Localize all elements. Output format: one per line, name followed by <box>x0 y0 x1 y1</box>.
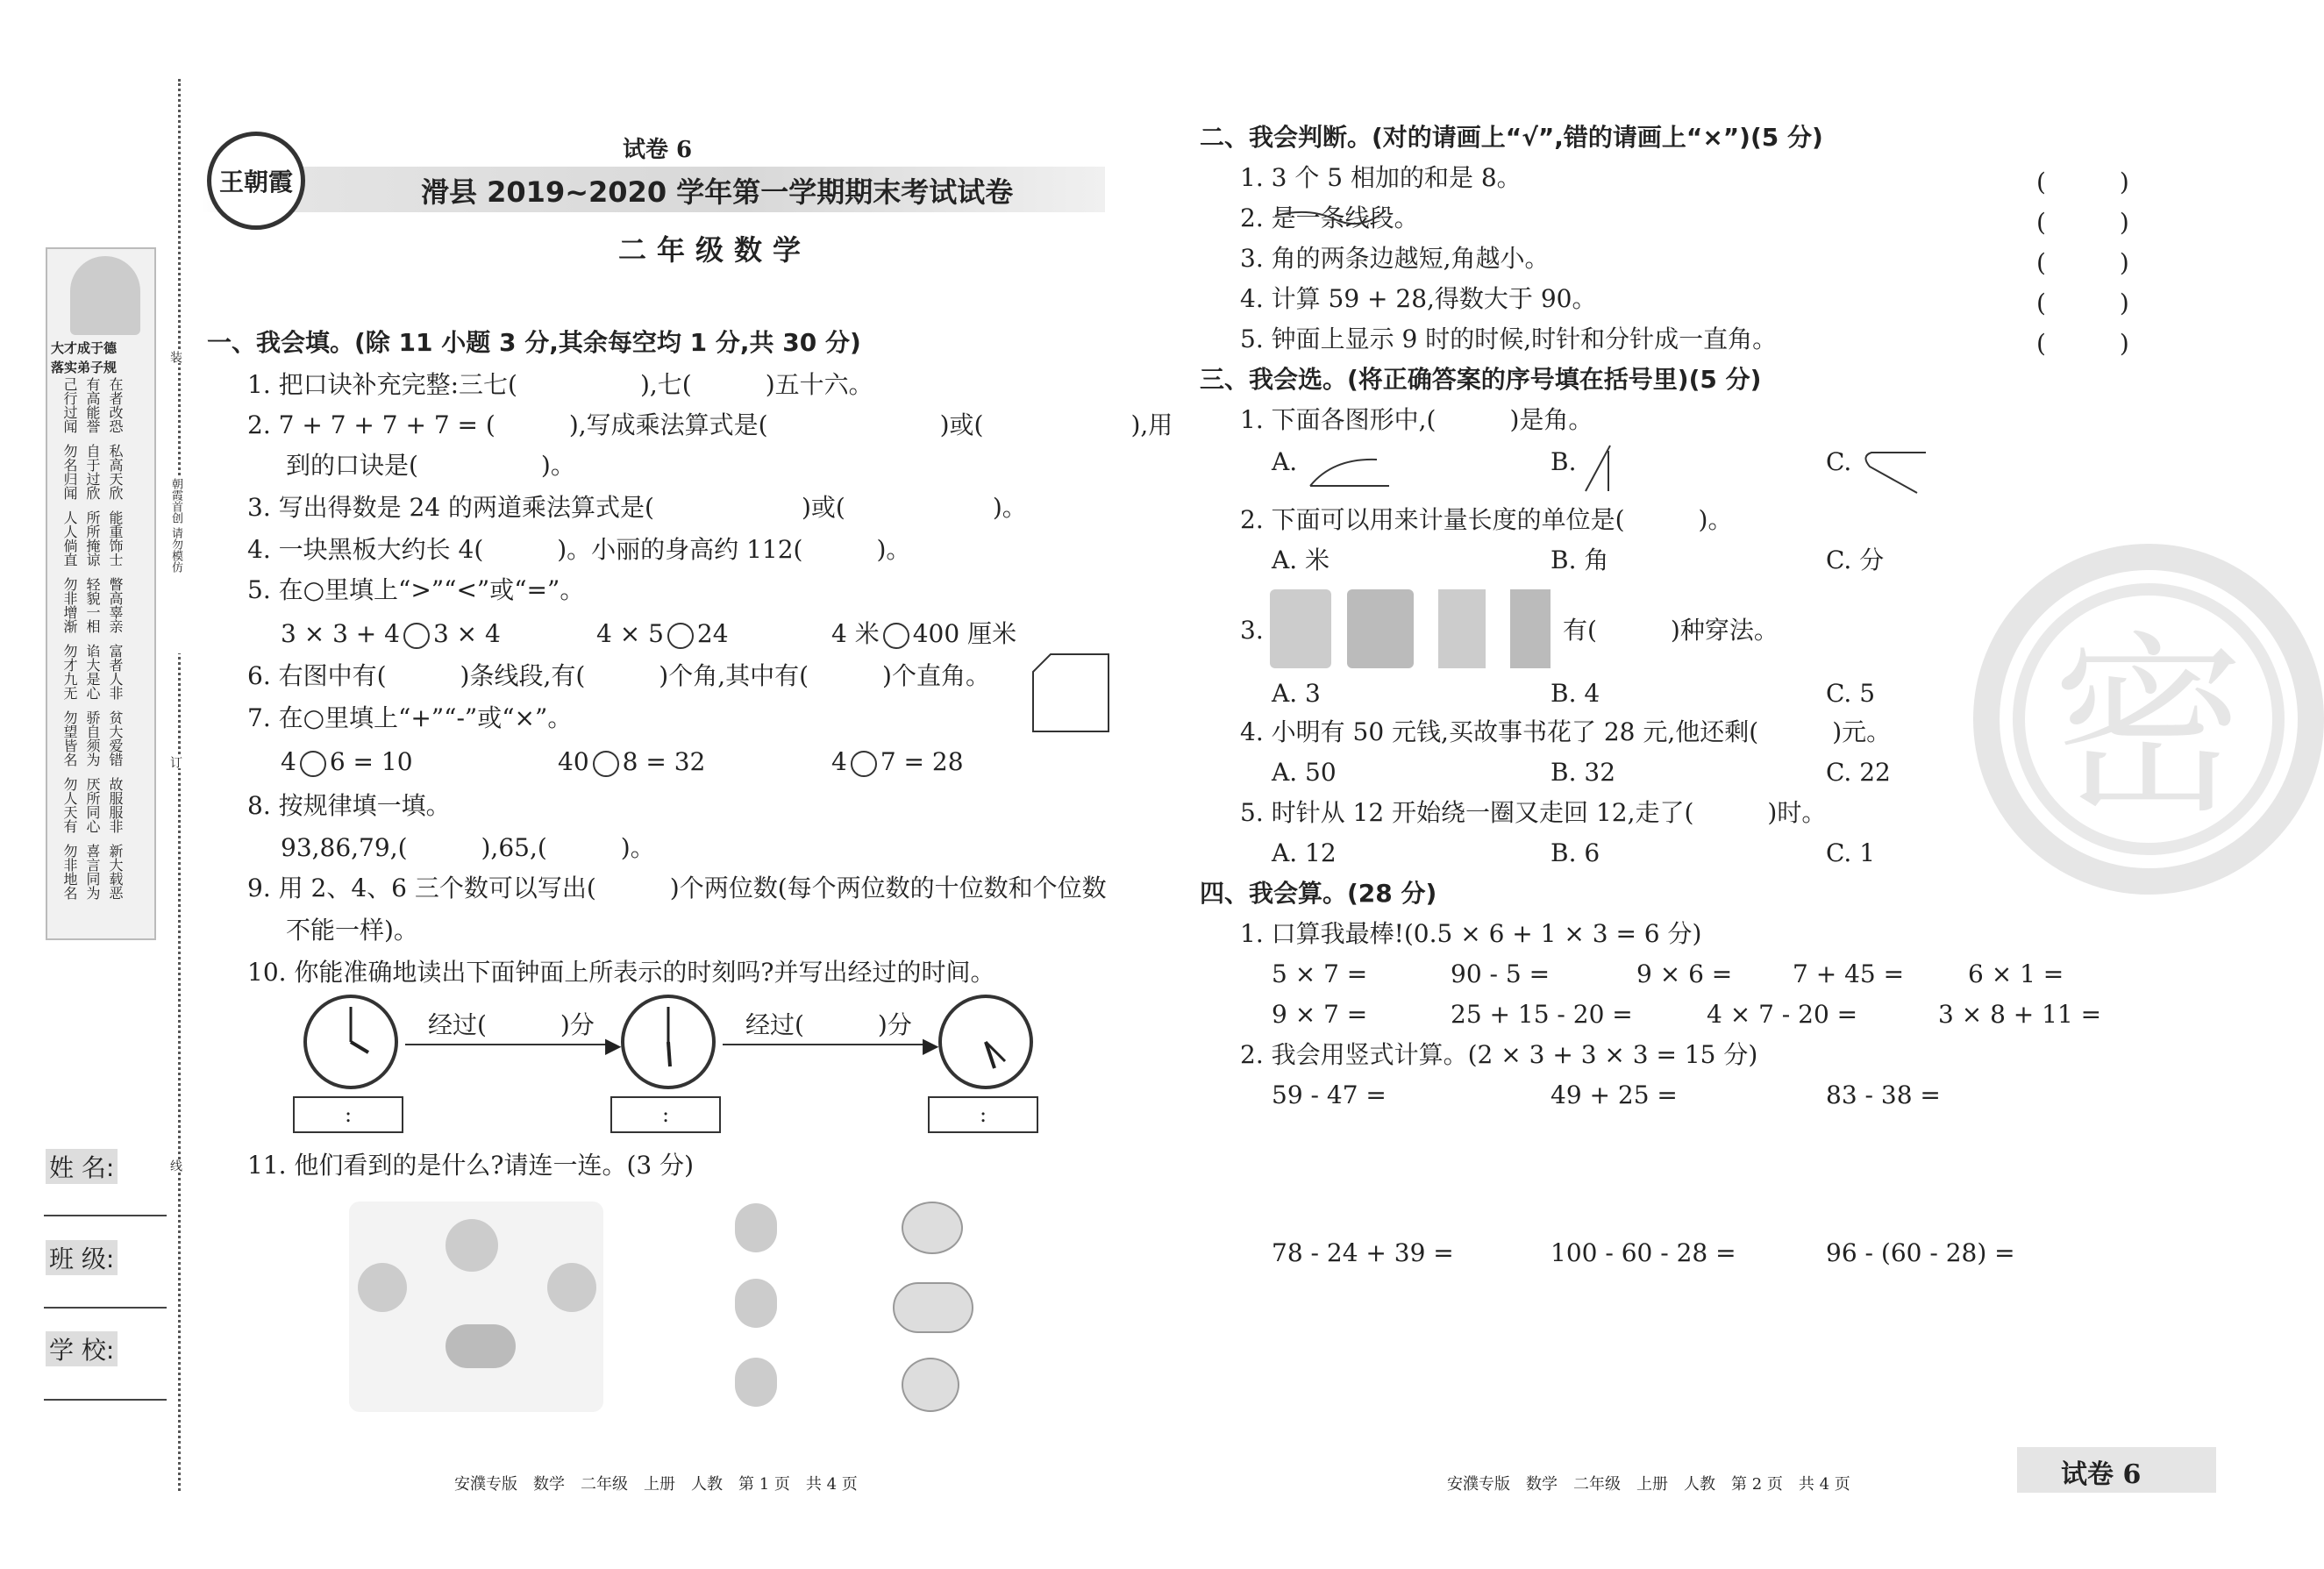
footer-left: 安濮专版 数学 二年级 上册 人教 第 1 页 共 4 页 <box>454 1475 858 1494</box>
option-a[interactable]: A. 12 <box>1272 838 1337 867</box>
motto-column: 所所掩谅 <box>84 510 101 567</box>
time-answer-box-3[interactable]: : <box>928 1096 1038 1133</box>
question-1-1: 1. 把口诀补充完整:三七( ),七( )五十六。 <box>247 370 873 399</box>
clock-face-2 <box>621 995 716 1089</box>
compare-left: 3 × 3 + 4 <box>281 619 400 648</box>
trousers-image-2 <box>1510 589 1551 668</box>
vertical-calc: 59 - 47 = <box>1272 1080 1387 1109</box>
mental-calc: 25 + 15 - 20 = <box>1451 1000 1633 1029</box>
binding-cut-line <box>178 79 181 1491</box>
mental-calc: 7 + 45 = <box>1793 959 1905 988</box>
paper-tag: 试卷 6 <box>2061 1459 2142 1490</box>
question-1-10: 10. 你能准确地读出下面钟面上所表示的时刻吗?并写出经过的时间。 <box>247 958 995 987</box>
school-label: 学 校: <box>46 1331 118 1366</box>
motto-column: 勿人天有 <box>61 777 78 833</box>
judge-item-1: 1. 3 个 5 相加的和是 8。 <box>1240 163 1522 192</box>
answer-circle[interactable] <box>300 751 326 777</box>
question-1-8: 8. 按规律填一填。 <box>247 791 451 820</box>
choice-question-4: 4. 小明有 50 元钱,买故事书花了 28 元,他还剩( )元。 <box>1240 717 1892 746</box>
school-field[interactable] <box>44 1399 167 1401</box>
footer-right: 安濮专版 数学 二年级 上册 人教 第 2 页 共 4 页 <box>1447 1475 1850 1494</box>
motto-column: 己行过闻 <box>61 377 78 433</box>
answer-circle[interactable] <box>593 751 619 777</box>
arrow-right-icon: ▶ <box>923 1033 939 1058</box>
operand-left: 4 <box>831 747 847 776</box>
clock-hands-icon <box>624 998 712 1086</box>
question-1-4: 4. 一块黑板大约长 4( )。小丽的身高约 112( )。 <box>247 535 911 564</box>
compare-right: 24 <box>696 619 729 648</box>
motto-column: 人人倘直 <box>61 510 78 567</box>
option-a[interactable]: A. 米 <box>1272 546 1330 574</box>
compare-right: 400 厘米 <box>912 619 1017 648</box>
name-field[interactable] <box>44 1215 167 1216</box>
motto-column: 瞥高辜亲 <box>107 577 124 633</box>
curved-angle-figure <box>1859 447 1929 496</box>
elapsed-time-1: 经过( )分 <box>428 1010 595 1039</box>
motto-column: 喜言同为 <box>84 844 101 900</box>
motto-column: 能重饰士 <box>107 510 124 567</box>
choice-question-5: 5. 时针从 12 开始绕一圈又走回 12,走了( )时。 <box>1240 798 1827 827</box>
time-answer-box-2[interactable]: : <box>610 1096 721 1133</box>
judge-item-5: 5. 钟面上显示 9 时的时候,时针和分针成一直角。 <box>1240 324 1778 353</box>
mental-calc: 3 × 8 + 11 = <box>1938 1000 2102 1029</box>
paper-number: 试卷 6 <box>623 137 693 163</box>
arrow-line <box>723 1044 931 1045</box>
sequence: 93,86,79,( ),65,( )。 <box>281 833 655 862</box>
motto-column: 新大载恶 <box>107 844 124 900</box>
question-1-9: 9. 用 2、4、6 三个数可以写出( )个两位数(每个两位数的十位数和个位数 <box>247 874 1107 902</box>
mascot-caption-1: 大才成于德 <box>51 340 118 356</box>
binding-tag-xian: 线 <box>163 1159 184 1172</box>
compare-item-a <box>281 619 501 649</box>
answer-circle[interactable] <box>403 623 430 649</box>
mascot-image <box>70 256 140 335</box>
mental-calc: 4 × 7 - 20 = <box>1707 1000 1858 1029</box>
jacket-image-1 <box>1270 589 1331 668</box>
vertical-calc: 96 - (60 - 28) = <box>1826 1238 2015 1267</box>
mental-calc: 9 × 7 = <box>1272 1000 1368 1029</box>
curve-figure <box>1273 205 1387 230</box>
pentagon-figure <box>1031 653 1112 735</box>
motto-column: 勿才九无 <box>61 644 78 700</box>
motto-column: 有高能誉 <box>84 377 101 433</box>
option-a[interactable]: A. 50 <box>1272 758 1337 787</box>
clock-hands-icon <box>307 998 395 1086</box>
compare-right: 3 × 4 <box>432 619 501 648</box>
mental-calc: 9 × 6 = <box>1636 959 1733 988</box>
section3-heading: 三、我会选。(将正确答案的序号填在括号里)(5 分) <box>1200 365 1762 394</box>
compare-item-b <box>596 619 729 649</box>
question-1-2: 2. 7 + 7 + 7 + 7 = ( ),写成乘法算式是( )或( ),用 <box>247 410 1173 439</box>
operand-left: 40 <box>558 747 589 776</box>
option-a[interactable]: A. 3 <box>1272 679 1321 708</box>
mascot-caption-2: 落实弟子规 <box>51 360 118 375</box>
operator-item-a <box>281 747 413 777</box>
binding-tag-ding: 订 <box>163 756 184 768</box>
vertical-calc: 83 - 38 = <box>1826 1080 1941 1109</box>
motto-column: 勿名归闻 <box>61 444 78 500</box>
compare-item-c <box>831 619 1016 649</box>
vertical-calc: 78 - 24 + 39 = <box>1272 1238 1454 1267</box>
mental-calc: 90 - 5 = <box>1451 959 1551 988</box>
compare-left: 4 × 5 <box>596 619 664 648</box>
answer-circle[interactable] <box>883 623 909 649</box>
time-answer-box-1[interactable]: : <box>293 1096 403 1133</box>
question-1-2-cont: 到的口诀是( )。 <box>286 451 575 480</box>
operand-right: 7 = 28 <box>880 747 964 776</box>
option-b[interactable]: B. <box>1551 447 1577 476</box>
vertical-calc: 100 - 60 - 28 = <box>1551 1238 1736 1267</box>
question-1-5: 5. 在○里填上“>”“<”或“=”。 <box>247 575 585 604</box>
mental-calc: 6 × 1 = <box>1968 959 2064 988</box>
choice-question-1: 1. 下面各图形中,( )是角。 <box>1240 405 1593 434</box>
motto-column: 贫大爱错 <box>107 710 124 767</box>
judge-item-4: 4. 计算 59 + 28,得数大于 90。 <box>1240 284 1597 313</box>
operand-right: 8 = 32 <box>622 747 706 776</box>
arc-shape-figure <box>1307 447 1394 491</box>
clock-face-1 <box>303 995 398 1089</box>
arrow-right-icon: ▶ <box>605 1033 622 1058</box>
option-b[interactable]: B. 角 <box>1551 546 1609 574</box>
operand-right: 6 = 10 <box>329 747 413 776</box>
trousers-image-1 <box>1438 589 1486 668</box>
clock-face-3 <box>938 995 1033 1089</box>
pig-side-view[interactable] <box>893 1282 973 1333</box>
option-c[interactable]: C. 22 <box>1826 758 1891 787</box>
motto-column: 谄大是心 <box>84 644 101 700</box>
question-1-3: 3. 写出得数是 24 的两道乘法算式是( )或( )。 <box>247 493 1027 522</box>
motto-column: 自于过欣 <box>84 444 101 500</box>
children-looking-at-pig-image <box>349 1202 603 1412</box>
motto-column: 厌所同心 <box>84 777 101 833</box>
answer-circle[interactable] <box>667 623 694 649</box>
answer-blank[interactable]: ( ) <box>2036 289 2129 317</box>
vertical-calc: 49 + 25 = <box>1551 1080 1678 1109</box>
option-b[interactable]: B. 6 <box>1551 838 1600 867</box>
subject-title: 二年级数学 <box>618 233 812 267</box>
question-1-11: 11. 他们看到的是什么?请连一连。(3 分) <box>247 1151 695 1180</box>
child-avatar-1[interactable] <box>735 1203 777 1252</box>
elapsed-time-2: 经过( )分 <box>745 1010 912 1039</box>
question-1-6: 6. 右图中有( )条线段,有( )个角,其中有( )个直角。 <box>247 661 990 690</box>
option-b[interactable]: B. 4 <box>1551 679 1600 708</box>
motto-column: 故服服非 <box>107 777 124 833</box>
motto-column: 骄自须为 <box>84 710 101 767</box>
choice-question-3-number: 3. <box>1240 616 1264 645</box>
motto-grid <box>56 377 144 910</box>
pig-front-view[interactable] <box>902 1202 963 1254</box>
motto-column: 勿非增渐 <box>61 577 78 633</box>
motto-column: 富者人非 <box>107 644 124 700</box>
clock-hands-icon <box>942 998 1030 1086</box>
publisher-logo: 王朝霞 <box>207 132 305 230</box>
option-a[interactable]: A. <box>1272 447 1298 476</box>
section4-heading: 四、我会算。(28 分) <box>1200 879 1437 908</box>
calc-subheading-1: 1. 口算我最棒!(0.5 × 6 + 1 × 3 = 6 分) <box>1240 919 1702 948</box>
section2-heading: 二、我会判断。(对的请画上“√”,错的请画上“×”)(5 分) <box>1200 123 1823 152</box>
calc-subheading-2: 2. 我会用竖式计算。(2 × 3 + 3 × 3 = 15 分) <box>1240 1040 1758 1069</box>
motto-column: 勿望皆名 <box>61 710 78 767</box>
confidential-seal: 密 <box>2013 583 2285 855</box>
class-label: 班 级: <box>46 1240 118 1275</box>
motto-column: 私高天欣 <box>107 444 124 500</box>
operator-item-b <box>558 747 705 777</box>
mental-calc: 5 × 7 = <box>1272 959 1368 988</box>
judge-item-3: 3. 角的两条边越短,角越小。 <box>1240 244 1550 273</box>
motto-column: 勿非地名 <box>61 844 78 900</box>
question-1-7: 7. 在○里填上“+”“-”或“×”。 <box>247 703 573 732</box>
option-c[interactable]: C. 5 <box>1826 679 1876 708</box>
exam-title: 滑县 2019~2020 学年第一学期期末考试试卷 <box>421 175 1014 209</box>
judge-item-2: 2. 是一条线段。 <box>1240 203 1419 232</box>
child-avatar-3[interactable] <box>735 1358 777 1407</box>
answer-blank[interactable]: ( ) <box>2036 208 2129 237</box>
option-c[interactable]: C. 1 <box>1826 838 1876 867</box>
choice-question-3: 有( )种穿法。 <box>1563 616 1779 645</box>
jacket-image-2 <box>1347 589 1414 668</box>
answer-blank[interactable]: ( ) <box>2036 248 2129 277</box>
operand-left: 4 <box>281 747 296 776</box>
angle-shape-figure <box>1582 442 1617 495</box>
choice-question-2: 2. 下面可以用来计量长度的单位是( )。 <box>1240 505 1733 534</box>
class-field[interactable] <box>44 1307 167 1309</box>
pig-back-view[interactable] <box>902 1358 959 1412</box>
answer-blank[interactable]: ( ) <box>2036 329 2129 358</box>
motto-column: 轻貌一相 <box>84 577 101 633</box>
answer-blank[interactable]: ( ) <box>2036 168 2129 196</box>
option-b[interactable]: B. 32 <box>1551 758 1616 787</box>
option-c[interactable]: C. <box>1826 447 1852 476</box>
question-1-9-cont: 不能一样)。 <box>286 916 418 945</box>
binding-tag-zhuang: 装 <box>163 351 184 363</box>
name-label: 姓 名: <box>46 1149 118 1184</box>
section1-heading: 一、我会填。(除 11 小题 3 分,其余每空均 1 分,共 30 分) <box>207 328 861 357</box>
child-avatar-2[interactable] <box>735 1279 777 1328</box>
motto-column: 在者改恐 <box>107 377 124 433</box>
answer-circle[interactable] <box>851 751 877 777</box>
binding-tag-copyright: 朝霞首创 请勿模仿 <box>163 478 184 653</box>
arrow-line <box>405 1044 614 1045</box>
operator-item-c <box>831 747 964 777</box>
compare-left: 4 米 <box>831 619 880 648</box>
option-c[interactable]: C. 分 <box>1826 546 1885 574</box>
